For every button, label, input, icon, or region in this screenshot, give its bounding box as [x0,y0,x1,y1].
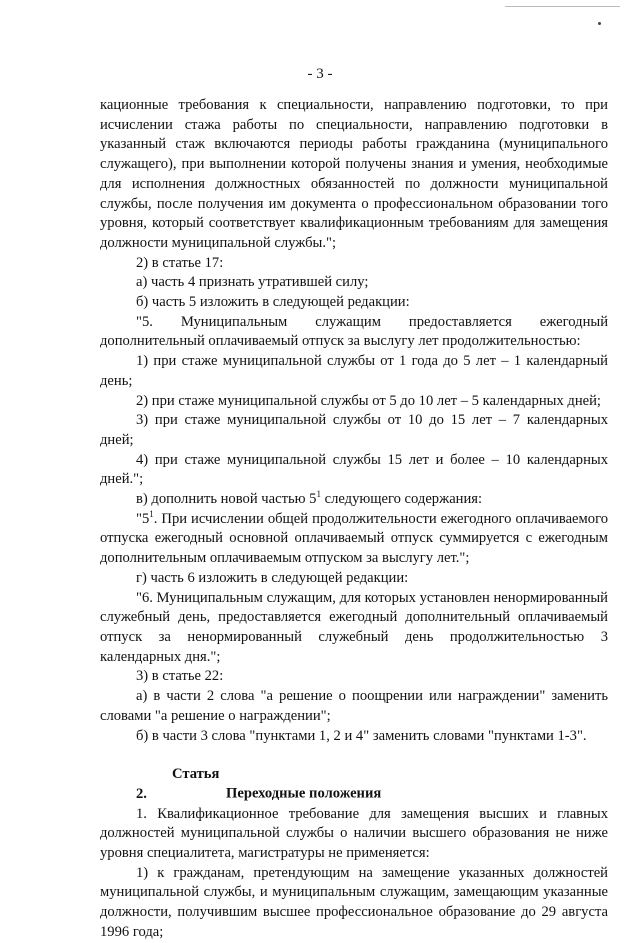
superscript: 1 [149,508,154,519]
paragraph-part-2-change: а) в части 2 слова "а решение о поощрении или награждении" заменить словами "а решение о награждении"; [100,688,608,724]
list-item-1: 1) при стаже муниципальной службы от 1 года до 5 лет – 1 календарный день; [100,353,608,389]
paragraph-continuation: кационные требования к специальности, направлению подготовки, то при исчислении стажа работы по специальности, направлению подготовки в указанный стаж включаются периоды работы гражданина (муниципального служащего), при выполнении которой получены знания и умения, необходимые для исполнения должностных обязанностей по должности муниципальной службы, после получения им документа о профессиональном образовании того уровня, который соответствует квалификационным требованиям для замещения должности муниципальной службы."; [100,97,608,251]
list-item-3: 3) при стаже муниципальной службы от 10 до 15 лет – 7 календарных дней; [100,412,608,448]
spacer [100,746,608,765]
paragraph-transition-1: 1. Квалификационное требование для замещения высших и главных должностей муниципальной службы о наличии высшего образования не ниже уровня специалитета, магистратуры не применяется: [100,805,608,862]
article-heading [100,765,608,804]
text-segment: "5 [136,510,150,527]
document-body [100,96,608,943]
article-title: Переходные положения [226,785,382,802]
paragraph-part-6-text: "6. Муниципальным служащим, для которых установлен ненормированный служебный день, предоставляется ежегодный дополнительный оплачиваемый отпуск за ненормированный служебный день продолжительностью 3 календарных дня."; [100,589,608,665]
text-segment: в) дополнить новой частью 5 [136,491,317,508]
paragraph-part-5-1-text [100,510,608,569]
page-number: - 3 - [307,66,333,82]
paragraph-part-3-change: б) в части 3 слова "пунктами 1, 2 и 4" заменить словами "пунктами 1-3". [136,727,587,744]
paragraph-new-part-5-1 [100,490,608,510]
paragraph-part-5-text: "5. Муниципальным служащим предоставляется ежегодный дополнительный оплачиваемый отпуск за выслугу лет продолжительностью: [100,313,608,350]
text-segment: следующего содержания: [320,491,483,508]
scan-artifact-dot [598,22,601,25]
list-item-2: 2) при стаже муниципальной службы от 5 до 10 лет – 5 календарных дней; [136,392,601,409]
paragraph-part-4: а) часть 4 признать утратившей силу; [136,274,369,291]
paragraph-part-5: б) часть 5 изложить в следующей редакции: [136,294,410,311]
paragraph-article-22: 3) в статье 22: [136,668,224,685]
article-number: Статья 2. [136,766,220,802]
paragraph-article-17: 2) в статье 17: [136,254,224,271]
paragraph-part-6: г) часть 6 изложить в следующей редакции: [136,569,409,586]
list-item-4: 4) при стаже муниципальной службы 15 лет и более – 10 календарных дней."; [100,451,608,488]
text-segment: . При исчислении общей продолжительности ежегодного оплачиваемого отпуска ежегодный основной оплачиваемый отпуск суммируется с ежегодным дополнительным оплачиваемым отпуском за выслугу лет."; [100,510,608,567]
superscript: 1 [316,489,321,500]
paragraph-transition-1-1: 1) к гражданам, претендующим на замещение указанных должностей муниципальной службы, и муниципальным служащим, замещающим указанные должности, получившим высшее профессиональное образование до 29 августа 1996 года; [100,864,608,940]
scan-artifact-line [505,6,620,7]
